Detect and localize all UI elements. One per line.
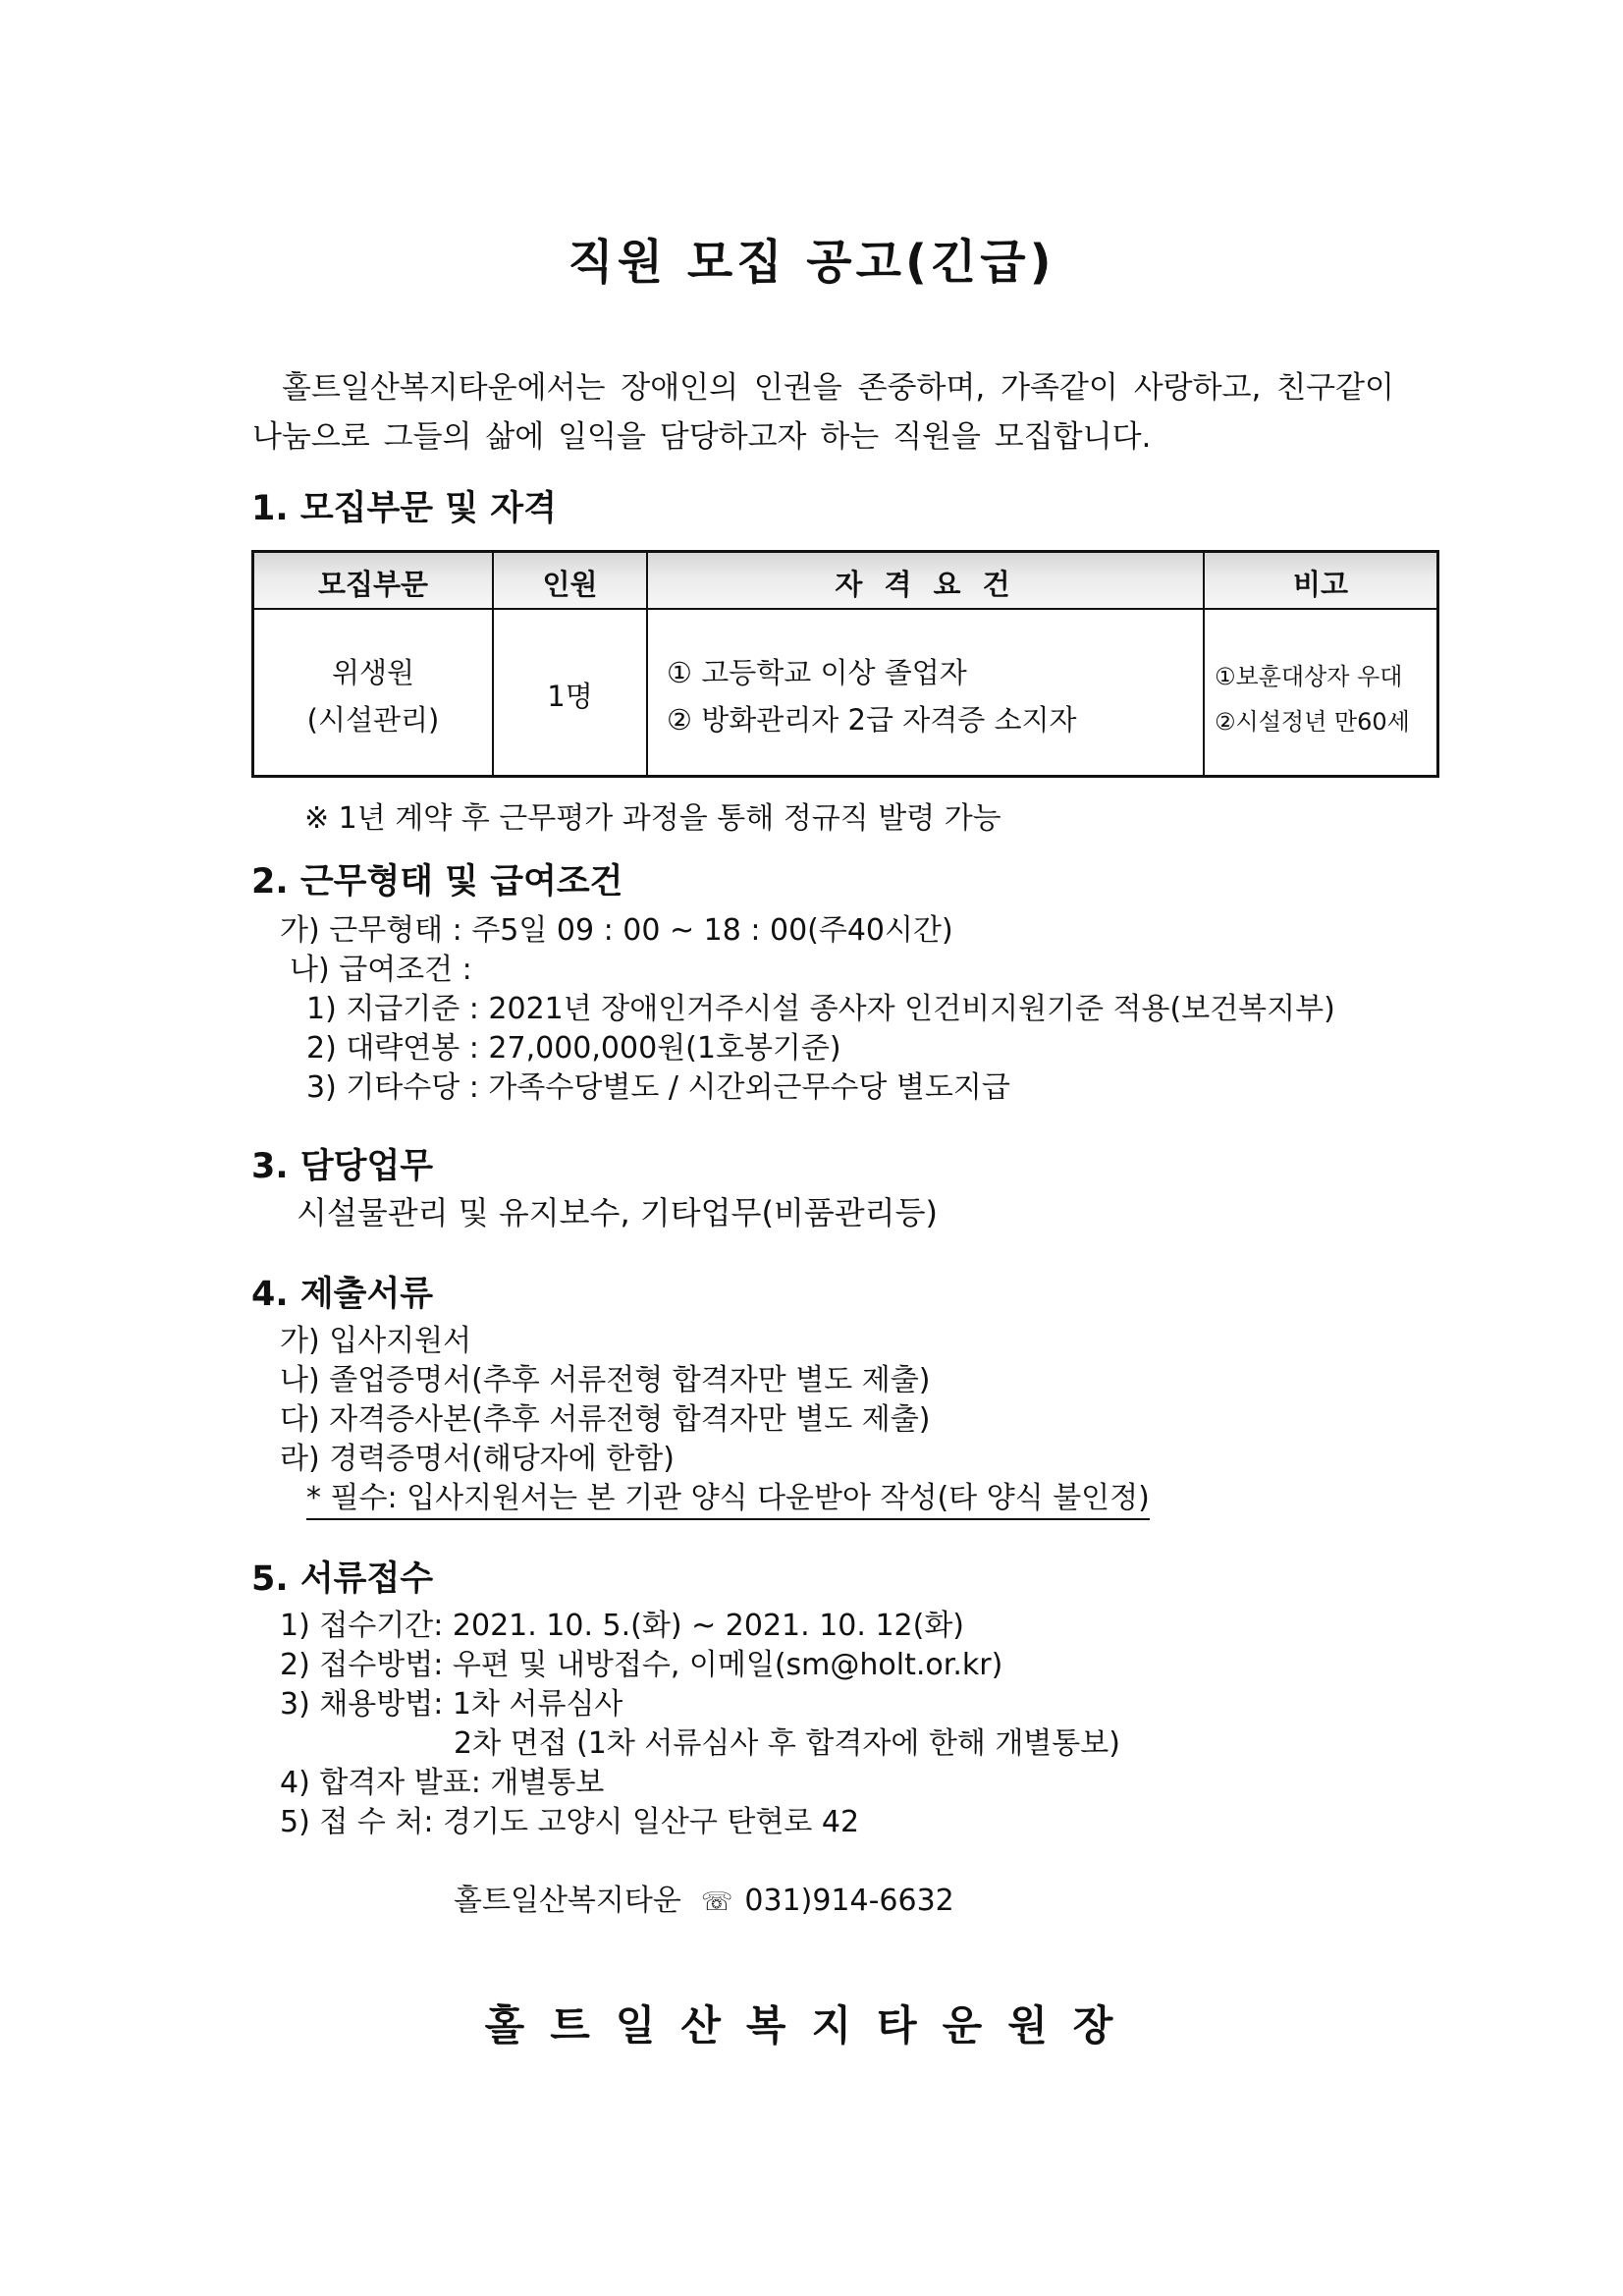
section-4-heading: 4. 제출서류 — [251, 1275, 434, 1314]
phone-icon: ☏ — [700, 1887, 733, 1917]
section-1-heading: 1. 모집부문 및 자격 — [251, 489, 557, 528]
duties-text: 시설물관리 및 유지보수, 기타업무(비품관리등) — [297, 1194, 938, 1231]
work-type: 가) 근무형태 : 주5일 09 : 00 ~ 18 : 00(주40시간) — [280, 913, 953, 948]
required-note: * 필수: 입사지원서는 본 기관 양식 다운받아 작성(타 양식 불인정) — [306, 1473, 1150, 1520]
table-cell-requirement-2: ② 방화관리자 2급 자격증 소지자 — [667, 703, 1077, 737]
hiring-method: 3) 채용방법: 1차 서류심사 — [280, 1687, 623, 1722]
table-cell-note-1: ①보훈대상자 우대 — [1215, 663, 1403, 690]
table-cell-dept: 위생원 — [331, 656, 415, 689]
document-item-2: 나) 졸업증명서(추후 서류전형 합격자만 별도 제출) — [280, 1363, 931, 1397]
other-allowances: 3) 기타수당 : 가족수당별도 / 시간외근무수당 별도지급 — [306, 1070, 1010, 1105]
document-item-1: 가) 입사지원서 — [280, 1324, 472, 1358]
section-5-heading: 5. 서류접수 — [251, 1559, 434, 1599]
section-3-heading: 3. 담당업무 — [251, 1147, 434, 1186]
table-cell-dept-sub: (시설관리) — [306, 703, 440, 737]
table-header-note: 비고 — [1292, 568, 1349, 601]
section-1-footnote: ※ 1년 계약 후 근무평가 과정을 통해 정규직 발령 가능 — [304, 801, 1001, 836]
hiring-method-stage-2: 2차 면접 (1차 서류심사 후 합격자에 한해 개별통보) — [454, 1726, 1120, 1761]
table-header-dept: 모집부문 — [317, 568, 429, 601]
contact-org: 홀트일산복지타운 — [454, 1884, 681, 1918]
contact-line — [454, 1876, 954, 1919]
document-item-3: 다) 자격증사본(추후 서류전형 합격자만 별도 제출) — [280, 1402, 931, 1437]
table-cell-note-2: ②시설정년 만60세 — [1215, 708, 1410, 736]
page-title: 직원 모집 공고(긴급) — [568, 235, 1055, 290]
table-header-requirements: 자 격 요 건 — [835, 568, 1016, 601]
intro-paragraph — [252, 363, 1431, 462]
receipt-location: 5) 접 수 처: 경기도 고양시 일산구 탄현로 42 — [280, 1805, 860, 1839]
table-cell-requirement-1: ① 고등학교 이상 졸업자 — [667, 656, 967, 689]
annual-salary: 2) 대략연봉 : 27,000,000원(1호봉기준) — [306, 1031, 841, 1066]
table-cell-count: 1명 — [547, 680, 593, 713]
recruitment-table — [251, 550, 1439, 778]
result-announcement: 4) 합격자 발표: 개별통보 — [280, 1766, 605, 1800]
salary-conditions-label: 나) 급여조건 : — [290, 953, 472, 987]
table-header-count: 인원 — [542, 568, 598, 601]
document-item-4: 라) 경력증명서(해당자에 한함) — [280, 1442, 675, 1476]
section-2-heading: 2. 근무형태 및 급여조건 — [251, 862, 623, 902]
receipt-method: 2) 접수방법: 우편 및 내방접수, 이메일(sm@holt.or.kr) — [280, 1648, 1003, 1682]
signature: 홀트일산복지타운원장 — [484, 2001, 1139, 2050]
salary-basis: 1) 지급기준 : 2021년 장애인거주시설 종사자 인건비지원기준 적용(보건복지부) — [306, 992, 1335, 1026]
receipt-period: 1) 접수기간: 2021. 10. 5.(화) ~ 2021. 10. 12(화) — [280, 1609, 965, 1643]
contact-phone: 031)914-6632 — [744, 1884, 954, 1918]
intro-line-1: 홀트일산복지타운에서는 장애인의 인권을 존중하며, 가족같이 사랑하고, 친구같이 — [282, 370, 1394, 406]
intro-line-2: 나눔으로 그들의 삶에 일익을 담당하고자 하는 직원을 모집합니다. — [252, 419, 1152, 455]
